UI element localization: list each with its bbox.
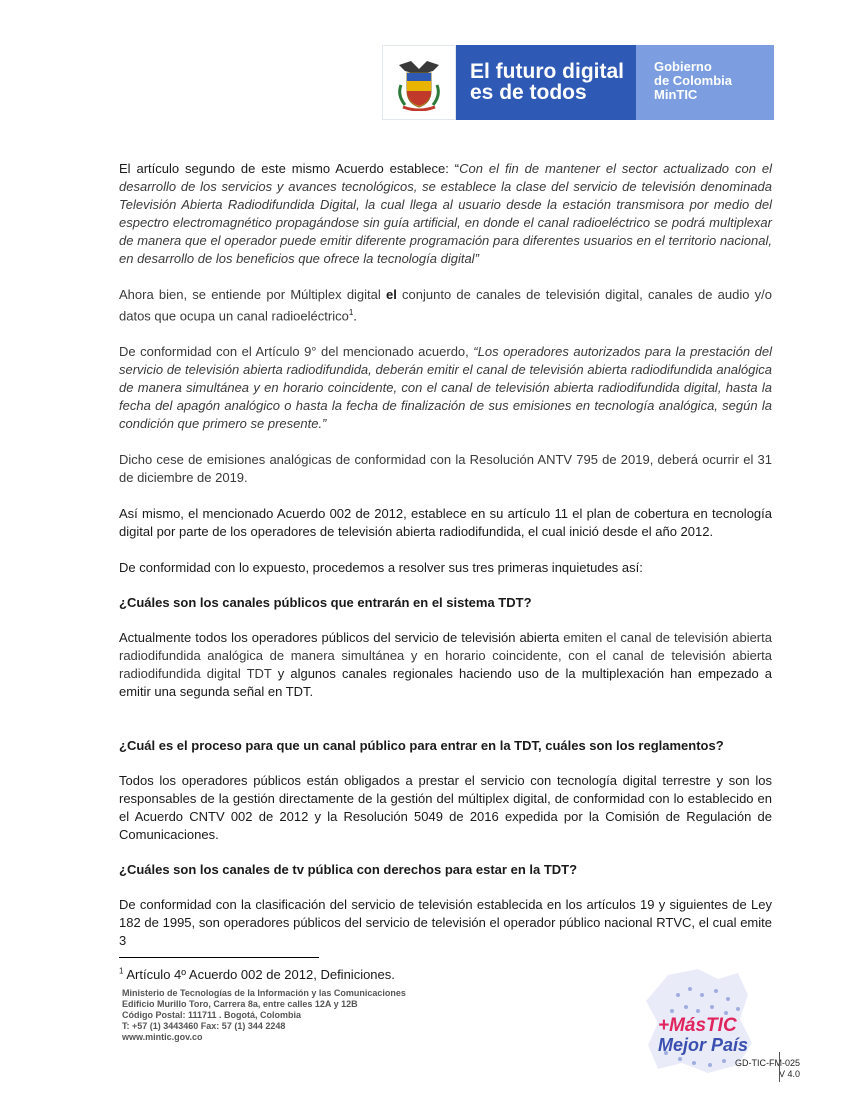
banner-side-line3: MinTIC [654,87,698,102]
question-3-heading: ¿Cuáles son los canales de tv pública con derechos para estar en la TDT? [119,862,578,878]
paragraph-1 [119,160,772,268]
footnote-number: 1 [119,966,124,976]
paragraph-2-end: . [353,308,357,324]
logo-text-mejor-pais: Mejor País [658,1035,749,1055]
paragraph-3 [119,343,772,433]
question-2-heading: ¿Cuál es el proceso para que un canal público para entrar en la TDT, cuáles son los reglamentos? [119,738,724,754]
footnote-text: Artículo 4º Acuerdo 002 de 2012, Definiciones. [123,967,395,982]
paragraph-8: Todos los operadores públicos están obligados a prestar el servicio con tecnología digital terrestre y son los responsables de la gestión directamente de la gestión del múltiplex digital, de conformidad con lo establecido en el Acuerdo CNTV 002 de 2012 y la Resolución 5049 de 2016 expedida por la Comisión de Regulación de Comunicaciones. [119,773,772,843]
paragraph-7 [119,629,772,701]
paragraph-3-intro: De conformidad con el Artículo 9° del mencionado acuerdo, [119,344,474,360]
document-code [735,1058,800,1080]
question-1-heading: ¿Cuáles son los canales públicos que entrarán en el sistema TDT? [119,595,532,611]
header-banner [382,45,774,120]
logo-text-mastic: +MásTIC [658,1015,737,1036]
address-line: Edificio Murillo Toro, Carrera 8a, entre calles 12A y 12B [122,999,358,1009]
address-line: Código Postal: 111711 . Bogotá, Colombia [122,1010,302,1020]
banner-slogan-line2: es de todos [470,81,587,104]
banner-side-line1: Gobierno [654,59,712,74]
document-version: V 4.0 [778,1069,800,1079]
banner-slogan [456,45,636,120]
paragraph-1-intro: El artículo segundo de este mismo Acuerdo establece: “ [119,161,460,176]
footnote [119,967,395,983]
paragraph-3-quote: “Los operadores autorizados para la prestación del servicio de televisión abierta radiodifundida, deberán emitir el canal de televisión abierta radiodifundida analógica de manera simultánea y en horario coincidente, con el canal de televisión abierta radiodifundida digital, hasta la fecha del apagón analógico o hasta la fecha de finalización de sus emisiones en tecnología analógica, según la condición que primero se presente.” [119,344,773,432]
website-link[interactable]: www.mintic.gov.co [122,1032,203,1042]
paragraph-2 [119,286,772,325]
address-line: Ministerio de Tecnologías de la Información y las Comunicaciones [122,988,406,998]
banner-slogan-line1: El futuro digital [470,60,624,83]
document-code-text: GD-TIC-FM-025 [735,1058,800,1068]
paragraph-2-b: conjunto de canales de televisión digital, canales de audio y/o datos que ocupa un canal radioeléctrico [119,287,772,324]
paragraph-2-a: Ahora bien, se entiende por Múltiplex digital [119,287,386,302]
paragraph-7-gray: emiten el canal de televisión abierta radiodifundida analógica de manera simultánea y en horario coincidente, con el canal de televisión abierta radiodifundida digital TDT [119,630,772,682]
paragraph-6: De conformidad con lo expuesto, procedemos a resolver sus tres primeras inquietudes así: [119,560,643,576]
footer-address [122,988,406,1043]
paragraph-9: De conformidad con la clasificación del servicio de televisión establecida en los artículos 19 y siguientes de Ley 182 de 1995, son operadores públicos del servicio de televisión el operador público nacional RTVC, el cual emite 3 [119,897,772,949]
address-line: T: +57 (1) 3443460 Fax: 57 (1) 344 2248 [122,1021,286,1031]
colombia-coat-of-arms-icon [382,45,456,120]
footnote-ref[interactable]: 1 [348,308,354,317]
paragraph-4: Dicho cese de emisiones analógicas de conformidad con la Resolución ANTV 795 de 2019, deberá ocurrir el 31 de diciembre de 2019. [119,452,772,486]
paragraph-1-quote: Con el fin de mantener el sector actualizado con el desarrollo de los servicios y avances tecnológicos, se establece la clase del servicio de televisión denominada Televisión Abierta Radiodifundida Digital, la cual llega al usuario desde la estación transmisora por medio del espectro electromagnético propagándose sin guía artificial, en donde el canal radioeléctrico se podrá multiplexar de manera que el operador puede emitir diferente programación para diferentes usuarios en el territorio nacional, en desarrollo de los beneficios que ofrece la tecnología digital” [119,161,772,266]
banner-government-label [636,45,774,120]
footnote-divider [119,957,319,958]
paragraph-7-b: y algunos canales regionales haciendo uso de la multiplexación han empezado a emitir una segunda señal en TDT. [119,666,773,700]
footer-vertical-rule [779,1052,780,1082]
paragraph-5: Así mismo, el mencionado Acuerdo 002 de 2012, establece en su artículo 11 el plan de cobertura en tecnología digital por parte de los operadores de televisión abierta radiodifundida, el cual inició desde el año 2012. [119,506,772,540]
paragraph-2-bold: el [386,287,397,302]
document-body [119,160,772,950]
paragraph-7-a: Actualmente todos los operadores públicos del servicio de televisión abierta [119,630,560,646]
banner-side-line2: de Colombia [654,73,733,88]
